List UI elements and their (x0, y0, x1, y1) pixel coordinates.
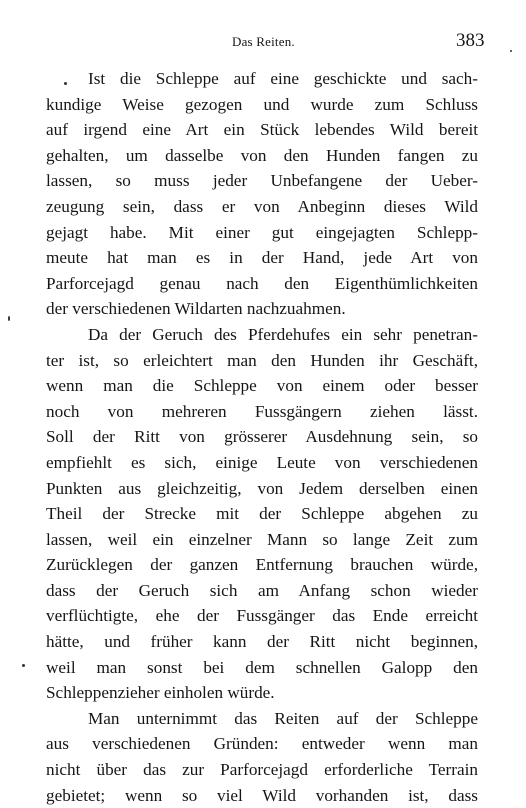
running-head: Das Reiten. (232, 34, 295, 49)
page-number: 383 (456, 30, 485, 51)
text-line: kundige Weise gezogen und wurde zum Schluss (46, 94, 478, 114)
text-line: gejagt habe. Mit einer gut eingejagten Schlepp- (46, 222, 478, 242)
print-speck (510, 50, 512, 52)
text-line: Man unternimmt das Reiten auf der Schleppe (88, 708, 478, 728)
text-line: gebietet; wenn so viel Wild vorhanden ist, dass (46, 785, 478, 805)
text-line: noch von mehreren Fussgängern ziehen lässt. (46, 401, 478, 421)
text-line: dass der Geruch sich am Anfang schon wieder (46, 580, 478, 600)
text-line: auf irgend eine Art ein Stück lebendes Wild bereit (46, 120, 478, 140)
text-line: empfiehlt es sich, einige Leute von verschiedenen (46, 452, 478, 472)
text-line: ter ist, so erleichtert man den Hunden ihr Geschäft, (46, 350, 478, 370)
text-line: zeugung sein, dass er von Anbeginn dieses Wild (46, 196, 478, 216)
text-line: Parforcejagd genau nach den Eigenthümlichkeiten (46, 273, 478, 293)
print-speck (22, 664, 25, 667)
body-text (46, 66, 478, 808)
text-line: Ist die Schleppe auf eine geschickte und sach- (88, 69, 478, 88)
text-line: aus verschiedenen Gründen: entweder wenn man (46, 734, 478, 754)
text-line: weil man sonst bei dem schnellen Galopp den (46, 657, 478, 677)
print-speck (64, 82, 67, 85)
text-line: hätte, und früher kann der Ritt nicht beginnen, (46, 632, 478, 652)
text-line: nicht über das zur Parforcejagd erforderliche Terrain (46, 760, 478, 780)
text-line: Punkten aus gleichzeitig, von Jedem derselben einen (46, 478, 478, 498)
text-line: lassen, weil ein einzelner Mann so lange Zeit zum (46, 529, 478, 549)
print-speck (8, 316, 10, 321)
text-line: gehalten, um dasselbe von den Hunden fangen zu (46, 145, 478, 165)
text-line: Theil der Strecke mit der Schleppe abgehen zu (46, 504, 478, 524)
text-line: der verschiedenen Wildarten nachzuahmen. (46, 299, 346, 319)
text-line: Da der Geruch des Pferdehufes ein sehr penetran- (88, 324, 478, 344)
text-line: Soll der Ritt von grösserer Ausdehnung sein, so (46, 427, 478, 447)
text-line: wenn man die Schleppe von einem oder besser (46, 376, 478, 396)
text-line: verflüchtigte, ehe der Fussgänger das Ende erreicht (46, 606, 478, 626)
text-line: meute hat man es in der Hand, jede Art von (46, 248, 478, 268)
text-line: Schleppenzieher einholen würde. (46, 683, 275, 703)
text-line: lassen, so muss jeder Unbefangene der Ueber- (46, 171, 478, 191)
text-line: Zurücklegen der ganzen Entfernung brauchen würde, (46, 555, 478, 575)
